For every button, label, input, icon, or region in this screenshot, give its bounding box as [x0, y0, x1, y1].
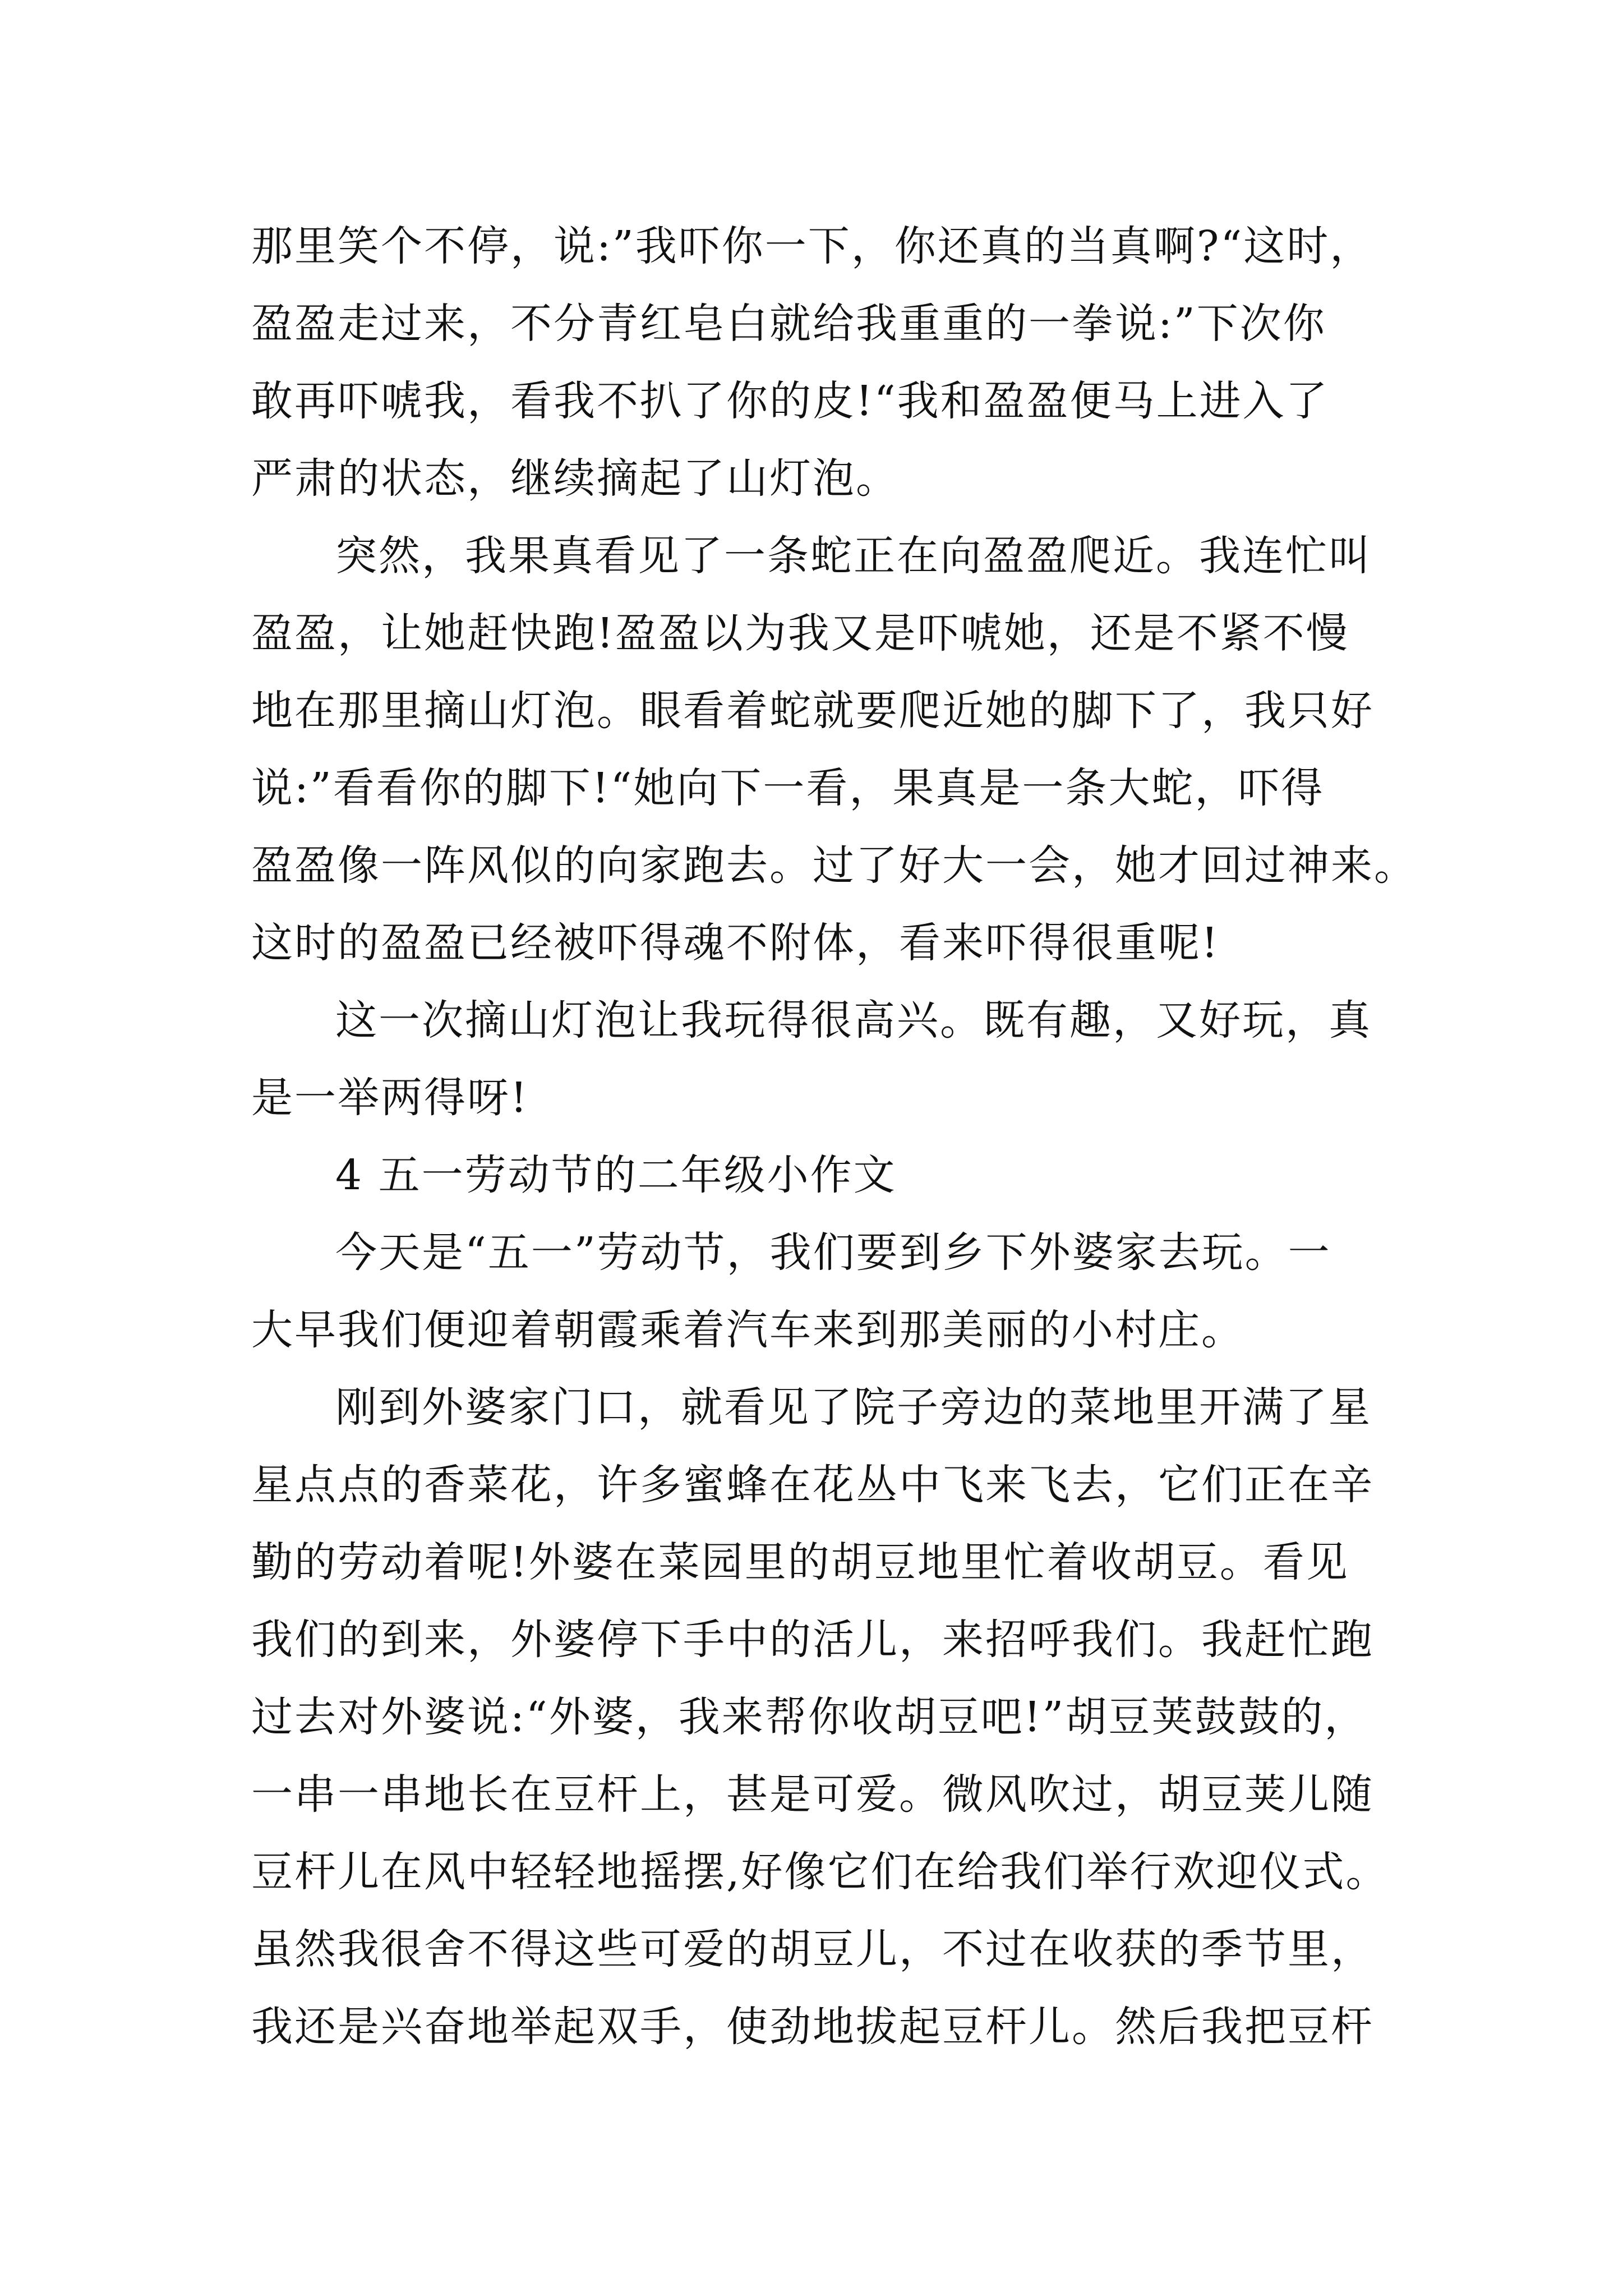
text-line: 说:”看看你的脚下!“她向下一看，果真是一条大蛇，吓得 — [251, 764, 1325, 812]
text-line: 这时的盈盈已经被吓得魂不附体，看来吓得很重呢! — [251, 919, 1220, 967]
text-line: 过去对外婆说:“外婆，我来帮你收胡豆吧!”胡豆荚鼓鼓的， — [251, 1693, 1368, 1741]
text-line: 那里笑个不停，说:”我吓你一下，你还真的当真啊?“这时， — [251, 222, 1373, 270]
text-line: 严肃的状态，继续摘起了山灯泡。 — [251, 454, 899, 503]
text-line: 一串一串地长在豆杆上，甚是可爱。微风吹过，胡豆荚儿随 — [251, 1770, 1374, 1819]
text-line: 星点点的香菜花，许多蜜蜂在花丛中飞来飞去，它们正在辛 — [251, 1461, 1374, 1509]
text-line: 盈盈，让她赶快跑!盈盈以为我又是吓唬她，还是不紧不慢 — [251, 609, 1349, 657]
text-line: 我们的到来，外婆停下手中的活儿，来招呼我们。我赶忙跑 — [251, 1616, 1374, 1664]
paragraph-start-line: 刚到外婆家门口，就看见了院子旁边的菜地里开满了星 — [335, 1383, 1372, 1432]
text-line: 勤的劳动着呢!外婆在菜园里的胡豆地里忙着收胡豆。看见 — [251, 1538, 1349, 1586]
text-line: 盈盈像一阵风似的向家跑去。过了好大一会，她才回过神来。 — [251, 841, 1417, 890]
paragraph-start-line: 今天是“五一”劳动节，我们要到乡下外婆家去玩。一 — [335, 1228, 1331, 1277]
paragraph-start-line: 这一次摘山灯泡让我玩得很高兴。既有趣，又好玩，真 — [335, 996, 1372, 1045]
text-line: 大早我们便迎着朝霞乘着汽车来到那美丽的小村庄。 — [251, 1306, 1244, 1354]
paragraph-start-line: 突然，我果真看见了一条蛇正在向盈盈爬近。我连忙叫 — [335, 532, 1372, 580]
text-line: 盈盈走过来，不分青红皂白就给我重重的一拳说:”下次你 — [251, 300, 1326, 348]
text-line: 敢再吓唬我，看我不扒了你的皮!“我和盈盈便马上进入了 — [251, 377, 1329, 425]
section-heading: 4 五一劳动节的二年级小作文 — [335, 1151, 897, 1199]
text-line: 豆杆儿在风中轻轻地摇摆,好像它们在给我们举行欢迎仪式。 — [251, 1848, 1389, 1896]
document-body — [251, 208, 1417, 2065]
text-line: 是一举两得呀! — [251, 1074, 529, 1122]
text-line: 虽然我很舍不得这些可爱的胡豆儿，不过在收获的季节里， — [251, 1925, 1374, 1973]
text-line: 地在那里摘山灯泡。眼看着蛇就要爬近她的脚下了，我只好 — [251, 687, 1374, 735]
text-line: 我还是兴奋地举起双手，使劲地拔起豆杆儿。然后我把豆杆 — [251, 2003, 1374, 2051]
